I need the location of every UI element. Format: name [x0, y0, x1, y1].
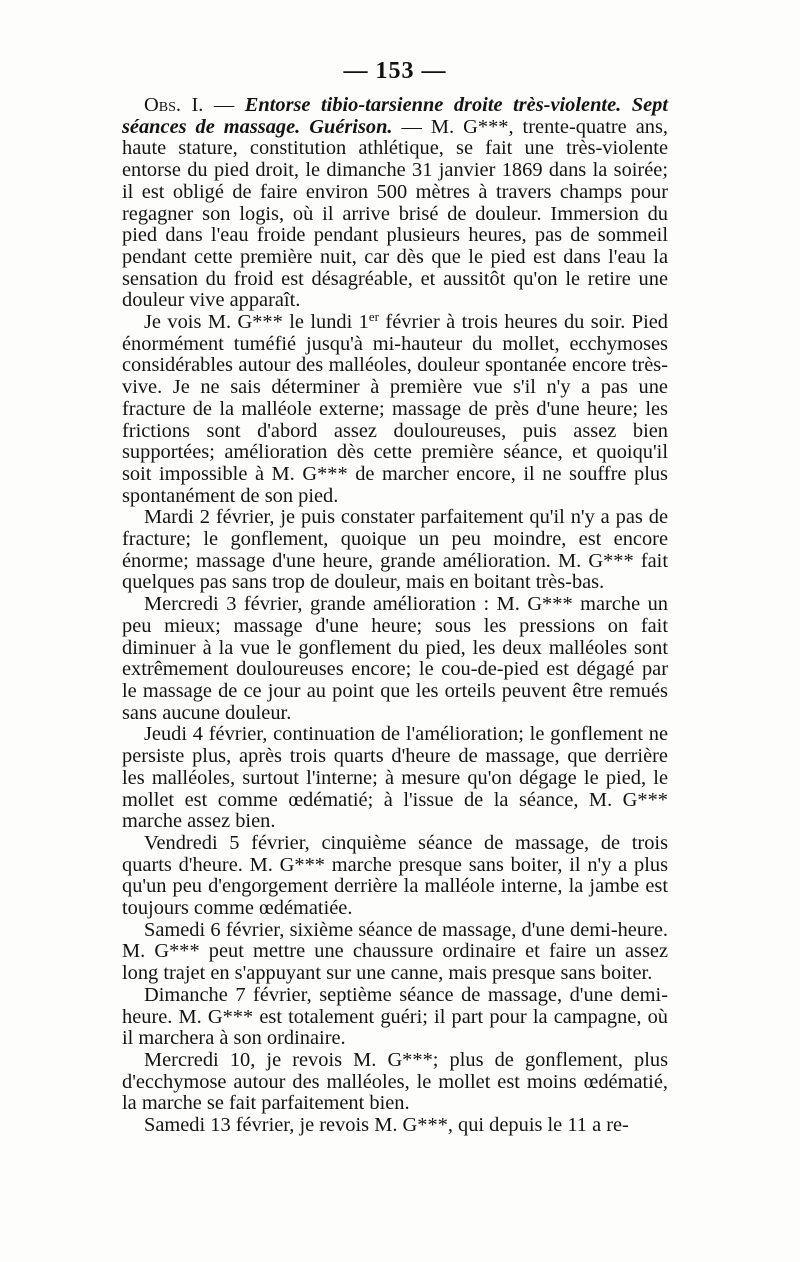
paragraph-lundi-rest: février à trois heures du soir. Pied énormément tuméfié jusqu'à mi-hauteur du mollet, ecchymoses considérables autour des malléoles, douleur spontanée encore très-vive. Je ne sais déterminer à première vue s'il n'y a pas une fracture de la malléole externe; massage de près d'une heure; les frictions sont d'abord assez douloureuses, puis assez bien supportées; amélioration dès cette première séance, et quoiqu'il soit impossible à M. G*** de marcher encore, il ne souffre plus spontanément de son pied.	[122, 311, 669, 507]
paragraph-dimanche: Dimanche 7 février, septième séance de massage, d'une demi-heure. M. G*** est totalement guéri; il part pour la campagne, où il marchera à son ordinaire.	[122, 983, 668, 1050]
page-body	[122, 95, 668, 1137]
ordinal-superscript: er	[368, 309, 379, 325]
paragraph-vendredi: Vendredi 5 février, cinquième séance de massage, de trois quarts d'heure. M. G*** marche presque sans boiter, il n'y a plus qu'un peu d'engorgement derrière la malléole interne, la jambe est toujours comme œdématiée.	[122, 831, 668, 920]
observation-label: Obs. I. —	[144, 94, 235, 116]
paragraph-mercredi-10: Mercredi 10, je revois M. G***; plus de gonflement, plus d'ecchymose autour des malléoles, le mollet est moins œdématié, la marche se fait parfaitement bien.	[122, 1048, 668, 1115]
observation-title: Entorse tibio-tarsienne droite très-violente. Sept séances de massage. Guérison.	[122, 94, 668, 138]
paragraph-mercredi: Mercredi 3 février, grande amélioration : M. G*** marche un peu mieux; massage d'une heure; sous les pressions on fait diminuer à la vue le gonflement du pied, les deux malléoles sont extrêmement douloureuses encore; le cou-de-pied est dégagé par le massage de ce jour au point que les orteils peuvent être remués sans aucune douleur.	[122, 593, 668, 724]
paragraph-lundi-start: Je vois M. G*** le lundi 1	[144, 311, 369, 334]
paragraph-jeudi: Jeudi 4 février, continuation de l'amélioration; le gonflement ne persiste plus, après trois quarts d'heure de massage, que derrière les malléoles, surtout l'interne; à mesure qu'on dégage le pied, le mollet est comme œdématié; à l'issue de la séance, M. G*** marche assez bien.	[122, 723, 668, 833]
observation-paragraph	[122, 95, 668, 312]
paragraph-samedi-6: Samedi 6 février, sixième séance de massage, d'une demi-heure. M. G*** peut mettre une chaussure ordinaire et faire un assez long trajet en s'appuyant sur une canne, mais presque sans boiter.	[122, 918, 668, 985]
observation-intro: — M. G***, trente-quatre ans, haute stature, constitution athlétique, se fait une très-violente entorse du pied droit, le dimanche 31 janvier 1869 dans la soirée; il est obligé de faire environ 500 mètres à travers champs pour regagner son logis, où il arrive brisé de douleur. Immersion du pied dans l'eau froide pendant plusieurs heures, pas de sommeil pendant cette première nuit, car dès que le pied est dans l'eau la sensation du froid est désagréable, et aussitôt qu'on le retire une douleur vive apparaît.	[122, 115, 668, 312]
paragraph-mardi: Mardi 2 février, je puis constater parfaitement qu'il n'y a pas de fracture; le gonflement, quoique un peu moindre, est encore énorme; massage d'une heure, grande amélioration. M. G*** fait quelques pas sans trop de douleur, mais en boitant très-bas.	[122, 506, 668, 594]
paragraph-lundi	[122, 309, 669, 507]
paragraph-samedi-13: Samedi 13 février, je revois M. G***, qui depuis le 11 a re-	[144, 1114, 629, 1137]
page-number: — 153 —	[343, 58, 447, 84]
